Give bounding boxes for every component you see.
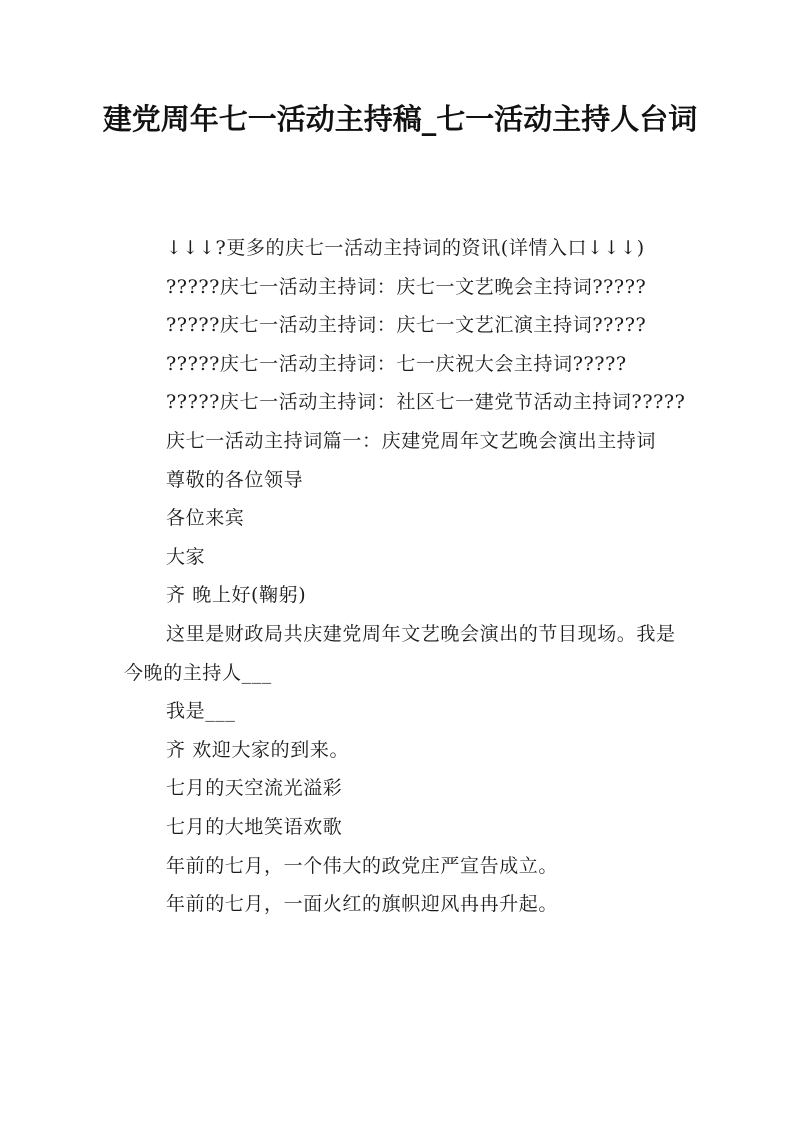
paragraph-more-info-link: ↓↓↓?更多的庆七一活动主持词的资讯(详情入口↓↓↓): [166, 237, 645, 259]
paragraph-line: 各位来宾: [166, 507, 245, 530]
paragraph-line: 七月的大地笑语欢歌: [166, 815, 343, 838]
paragraph-line: 我是___: [166, 700, 236, 723]
document-body: [124, 229, 690, 924]
paragraph-line: 年前的七月，一个伟大的政党庄严宣告成立。: [166, 854, 559, 877]
paragraph-link-performance: ?????庆七一活动主持词：庆七一文艺汇演主持词?????: [166, 314, 647, 337]
document-title: 建党周年七一活动主持稿_七一活动主持人台词: [102, 102, 698, 136]
paragraph-line: 尊敬的各位领导: [166, 468, 304, 491]
paragraph-section-heading: 庆七一活动主持词篇一：庆建党周年文艺晚会演出主持词: [166, 429, 657, 452]
paragraph-link-gala: ?????庆七一活动主持词：庆七一文艺晚会主持词?????: [166, 275, 647, 298]
paragraph-line: 大家: [166, 545, 206, 568]
paragraph-line: 年前的七月，一面火红的旗帜迎风冉冉升起。: [166, 893, 559, 916]
paragraph-line: 七月的天空流光溢彩: [166, 777, 343, 800]
paragraph-line: 齐 晚上好(鞠躬): [166, 584, 307, 607]
paragraph-link-community: ?????庆七一活动主持词：社区七一建党节活动主持词?????: [166, 391, 686, 414]
paragraph-line: 这里是财政局共庆建党周年文艺晚会演出的节目现场。我是今晚的主持人___: [124, 622, 676, 684]
paragraph-line: 齐 欢迎大家的到来。: [166, 738, 350, 761]
paragraph-link-celebration: ?????庆七一活动主持词：七一庆祝大会主持词?????: [166, 352, 627, 375]
